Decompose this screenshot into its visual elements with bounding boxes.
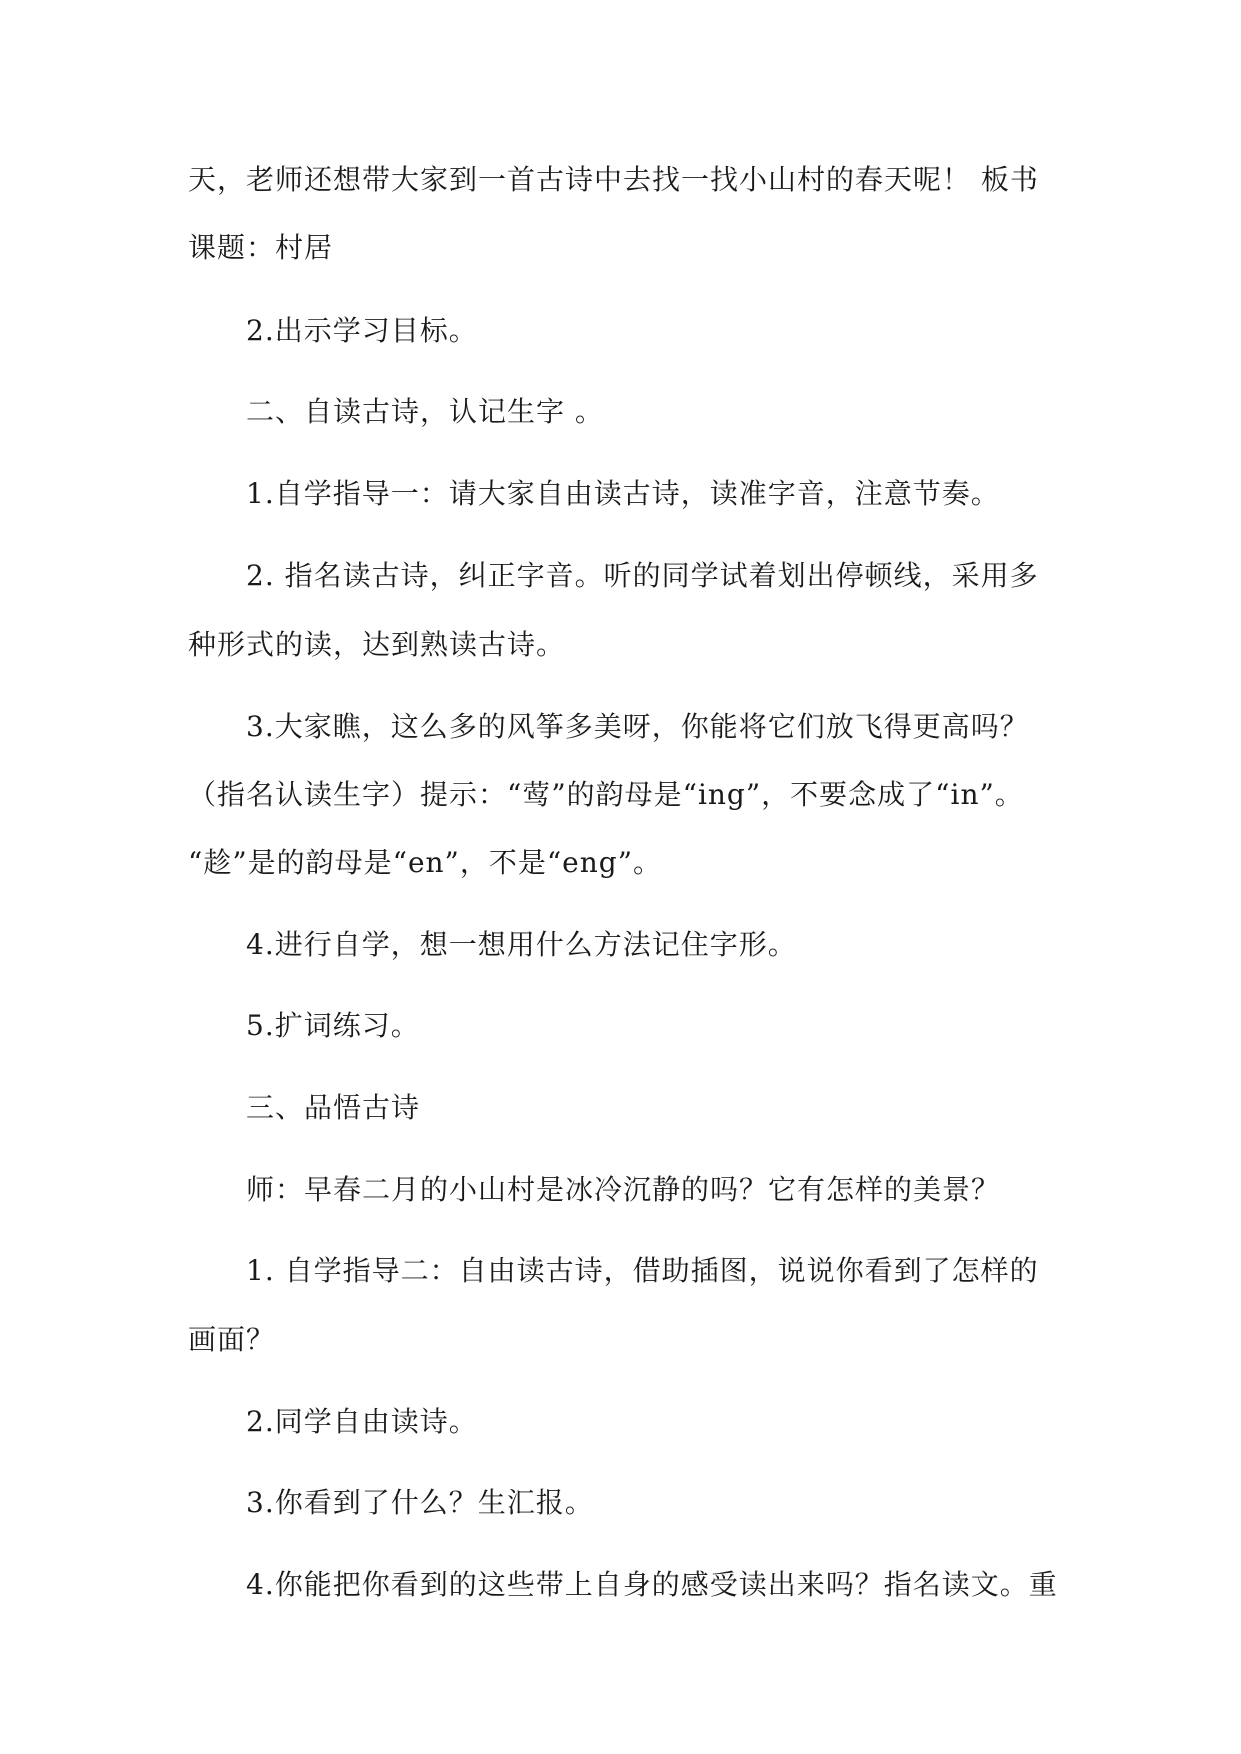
text-line: （指名认读生字）提示：“莺”的韵母是“ing”，不要念成了“in”。 — [188, 778, 1024, 811]
text-line: 3.你看到了什么？生汇报。 — [246, 1486, 594, 1519]
text-line: 4.进行自学，想一想用什么方法记住字形。 — [246, 928, 797, 961]
text-line: 5.扩词练习。 — [246, 1009, 420, 1042]
text-line: 2.出示学习目标。 — [246, 314, 478, 347]
text-line: 师：早春二月的小山村是冰冷沉静的吗？它有怎样的美景？ — [246, 1173, 1001, 1206]
text-line: 1.自学指导一：请大家自由读古诗，读准字音，注意节奏。 — [246, 477, 1000, 510]
text-line: 2.同学自由读诗。 — [246, 1405, 478, 1438]
text-line: 2. 指名读古诗，纠正字音。听的同学试着划出停顿线，采用多 — [246, 559, 1039, 592]
section-heading: 二、自读古诗，认记生字 。 — [246, 395, 604, 428]
text-line: 课题：村居 — [188, 231, 334, 264]
text-line: 天，老师还想带大家到一首古诗中去找一找小山村的春天呢！ 板书 — [188, 163, 1039, 196]
text-line: 画面？ — [188, 1323, 276, 1356]
text-line: 种形式的读，达到熟读古诗。 — [188, 628, 566, 661]
text-line: 3.大家瞧，这么多的风筝多美呀，你能将它们放飞得更高吗？ — [246, 710, 1029, 743]
text-line: 4.你能把你看到的这些带上自身的感受读出来吗？指名读文。重 — [246, 1568, 1058, 1601]
text-line: 1. 自学指导二：自由读古诗，借助插图，说说你看到了怎样的 — [246, 1254, 1039, 1287]
section-heading: 三、品悟古诗 — [246, 1091, 421, 1124]
text-line: “趁”是的韵母是“en”，不是“eng”。 — [188, 846, 663, 879]
